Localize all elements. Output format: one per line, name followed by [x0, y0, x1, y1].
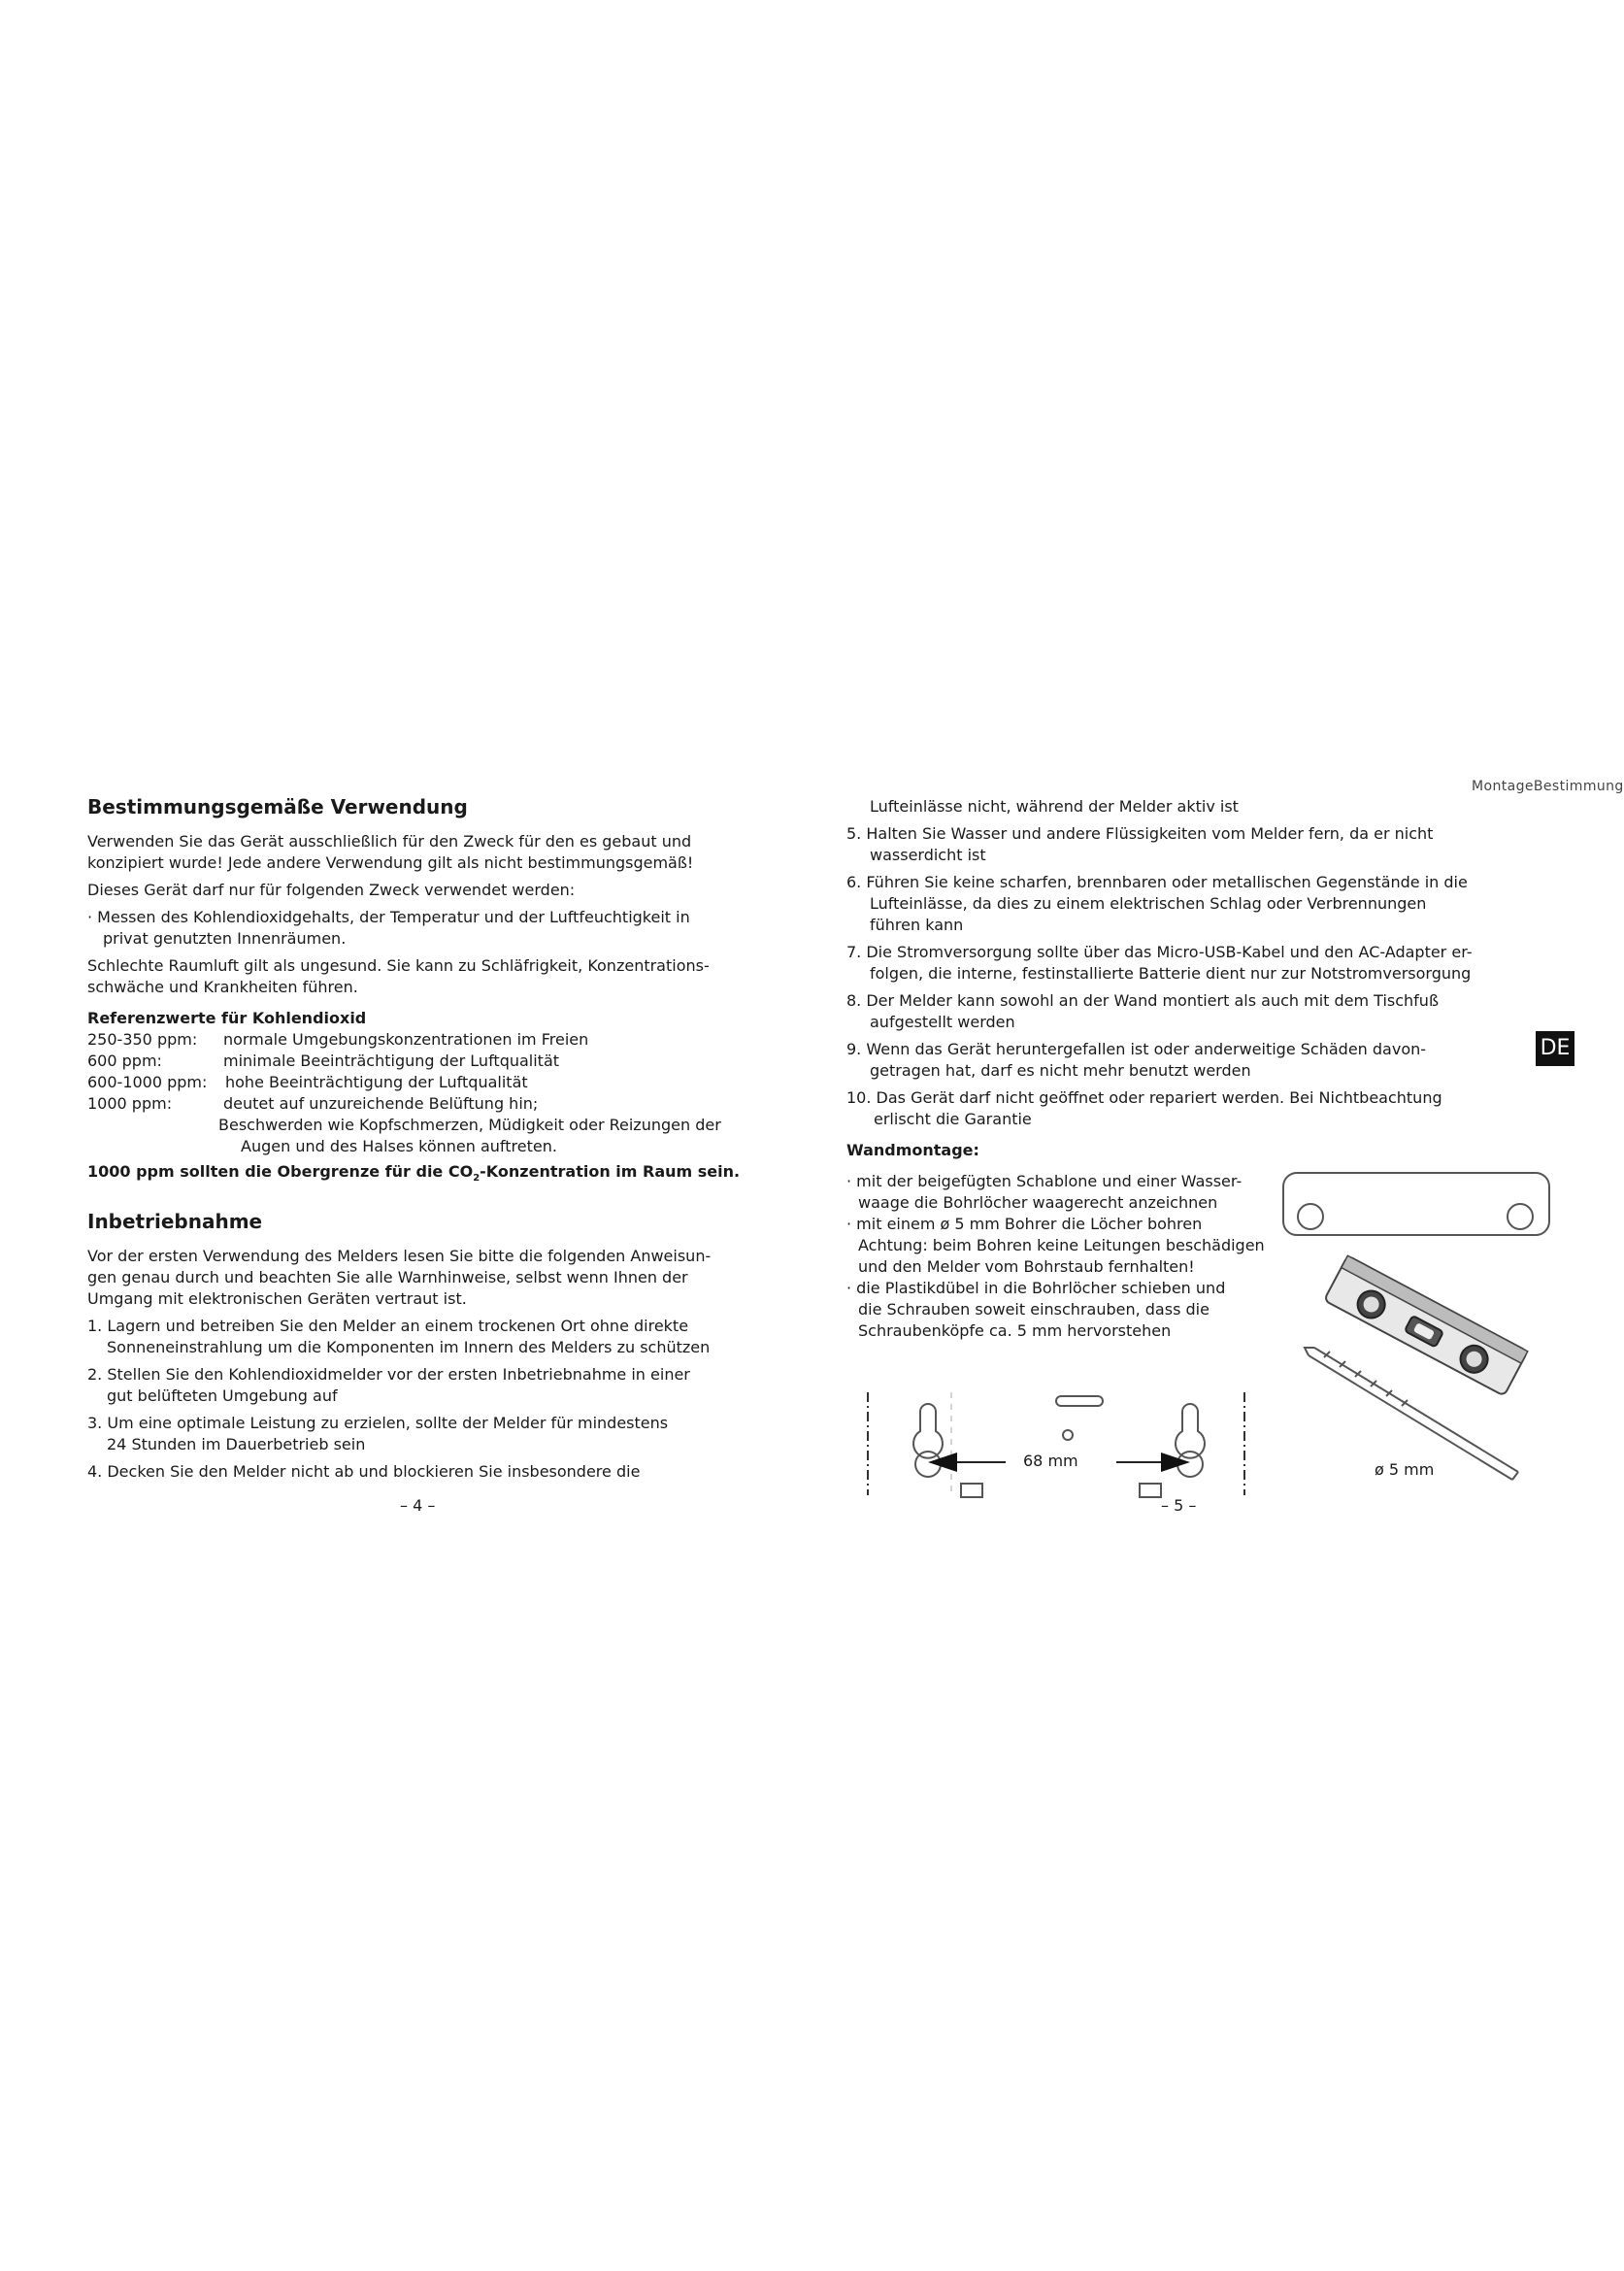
list-item: 2. Stellen Sie den Kohlendioxidmelder vor der ersten Inbetriebnahme in einer gut belüfteten Umgebung auf [87, 1365, 690, 1406]
list-item: 7. Die Stromversorgung sollte über das Micro-USB-Kabel und den AC-Adapter er- folgen, die interne, festinstallierte Batterie dient nur zur Notstromversorgung [846, 943, 1473, 983]
startup-steps [87, 1316, 779, 1483]
reference-title: Referenzwerte für Kohlendioxid [87, 1009, 367, 1027]
reference-row: 600-1000 ppm: hohe Beeinträchtigung der Luftqualität [87, 1073, 528, 1091]
reference-row: 600 ppm: minimale Beeinträchtigung der Luftqualität [87, 1052, 560, 1070]
heading-usage: Bestimmungsgemäße Verwendung [87, 795, 468, 818]
co2-limit-note: 1000 ppm sollten die Obergrenze für die $CO_2$-Konzentration im Raum sein. [87, 1162, 741, 1185]
left-page [87, 777, 779, 1488]
drill-size-label: ø 5 mm [1375, 1460, 1435, 1479]
language-tab: DE [1536, 1031, 1574, 1066]
mounting-hole-diagram [860, 1383, 1258, 1499]
step-4-continuation: Lufteinlässe nicht, während der Melder aktiv ist [870, 797, 1239, 816]
list-item: 6. Führen Sie keine scharfen, brennbaren oder metallischen Gegenstände in die Lufteinlässe, da dies zu einem elektrischen Schlag oder Verbrennungen führen kann [846, 873, 1468, 934]
running-header: MontageBestimmung [1472, 779, 1624, 794]
list-item: 9. Wenn das Gerät heruntergefallen ist oder anderweitige Schäden davon- getragen hat, darf es nicht mehr benutzt werden [846, 1040, 1427, 1080]
reference-continuation: Beschwerden wie Kopfschmerzen, Müdigkeit oder Reizungen der [218, 1116, 721, 1134]
list-item: 10. Das Gerät darf nicht geöffnet oder repariert werden. Bei Nichtbeachtung erlischt die Garantie [846, 1088, 1442, 1128]
usage-paragraph-2: Dieses Gerät darf nur für folgenden Zweck verwendet werden: [87, 881, 576, 899]
reference-continuation: Augen und des Halses können auftreten. [241, 1137, 557, 1155]
usage-paragraph-1: Verwenden Sie das Gerät ausschließlich für den Zweck für den es gebaut und konzipiert wurde! Jede andere Verwendung gilt als nicht bestimmungsgemäß! [87, 832, 694, 872]
page-number-left: – 4 – [400, 1496, 436, 1515]
wall-mount-title: Wandmontage: [846, 1141, 979, 1159]
hole-marker-icon [1508, 1204, 1533, 1229]
list-item: 1. Lagern und betreiben Sie den Melder an einem trockenen Ort ohne direkte Sonneneinstrahlung um die Komponenten im Innern des Melders zu schützen [87, 1317, 711, 1357]
template-plate-illustration [1281, 1171, 1553, 1239]
usage-bullet: · Messen des Kohlendioxidgehalts, der Temperatur und der Luftfeuchtigkeit in privat genutzten Innenräumen. [87, 908, 690, 948]
safety-steps [846, 823, 1541, 1130]
list-item: 8. Der Melder kann sowohl an der Wand montiert als auch mit dem Tischfuß aufgestellt werden [846, 991, 1440, 1031]
startup-paragraph: Vor der ersten Verwendung des Melders lesen Sie bitte die folgenden Anweisun- gen genau durch und beachten Sie alle Warnhinweise, selbst wenn Ihnen der Umgang mit elektronischen Geräten vertraut ist. [87, 1247, 712, 1309]
list-item: 3. Um eine optimale Leistung zu erzielen, sollte der Melder für mindestens 24 Stunden im Dauerbetrieb sein [87, 1414, 669, 1454]
heading-startup: Inbetriebnahme [87, 1210, 263, 1234]
reference-row: 250-350 ppm: normale Umgebungskonzentrationen im Freien [87, 1030, 589, 1049]
list-item: 4. Decken Sie den Melder nicht ab und blockieren Sie insbesondere die [87, 1462, 641, 1482]
reference-row: 1000 ppm: deutet auf unzureichende Belüftung hin; [87, 1094, 539, 1113]
dimension-label: 68 mm [1023, 1452, 1078, 1470]
list-item: 5. Halten Sie Wasser und andere Flüssigkeiten vom Melder fern, da er nicht wasserdicht ist [846, 824, 1434, 864]
wall-mount-instructions: · mit der beigefügten Schablone und einer Wasser- waage die Bohrlöcher waagerecht anzeichnen · mit einem ø 5 mm Bohrer die Löcher bohren Achtung: beim Bohren keine Leitungen beschädigen und den Melder vom Bohrstaub fernhalten! · die Plastikdübel in die Bohrlöcher schieben und die Schrauben soweit einschrauben, dass die Schraubenköpfe ca. 5 mm hervorstehen [846, 1172, 1265, 1340]
hole-marker-icon [1298, 1204, 1323, 1229]
page-number-right: – 5 – [1161, 1496, 1197, 1515]
usage-paragraph-3: Schlechte Raumluft gilt als ungesund. Sie kann zu Schläfrigkeit, Konzentrations- schwäche und Krankheiten führen. [87, 956, 710, 996]
